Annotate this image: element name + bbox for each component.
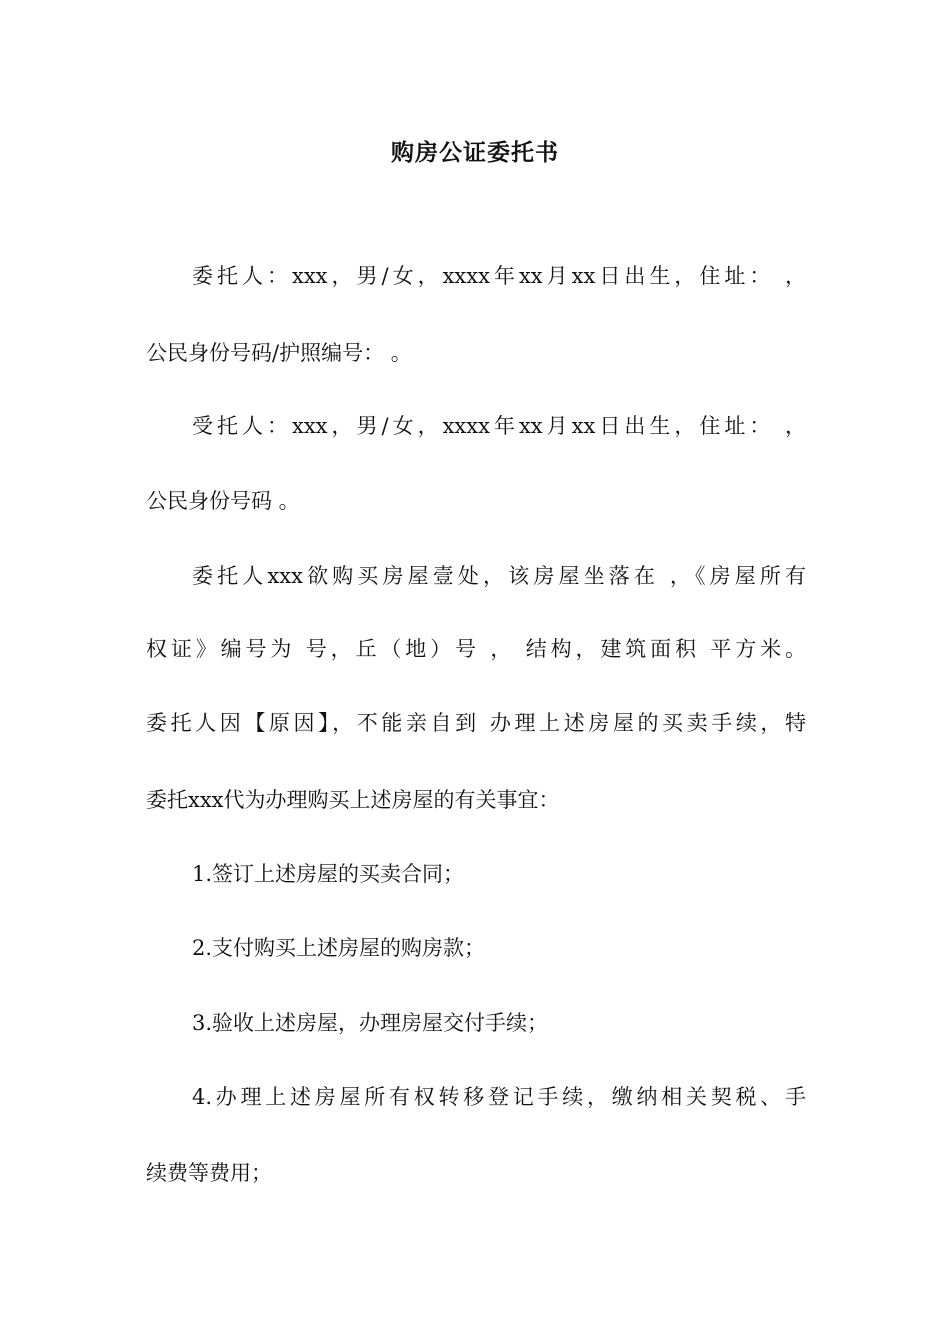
paragraph-property-line-3: 委托人因【原因】，不能亲自到 办理上述房屋的买卖手续，特 [146,711,806,735]
list-item-4-line-2: 续费等费用； [146,1161,272,1185]
paragraph-principal-line-1: 委托人：xxx，男/女，xxxx年xx月xx日出生，住址： ， [192,264,806,288]
paragraph-property-line-4: 委托xxx代为办理购买上述房屋的有关事宜： [146,788,560,812]
paragraph-agent-line-1: 受托人：xxx，男/女，xxxx年xx月xx日出生，住址： ， [192,414,806,438]
list-item-3: 3.验收上述房屋，办理房屋交付手续； [192,1011,549,1035]
paragraph-property-line-2: 权证》编号为 号，丘（地）号 ， 结构，建筑面积 平方米。 [146,637,806,661]
list-item-1: 1.签订上述房屋的买卖合同； [192,862,465,886]
list-item-4-line-1: 4.办理上述房屋所有权转移登记手续，缴纳相关契税、手 [192,1085,806,1109]
paragraph-principal-line-2: 公民身份号码/护照编号： 。 [146,341,412,365]
paragraph-property-line-1: 委托人xxx欲购买房屋壹处，该房屋坐落在 ，《房屋所有 [192,564,806,588]
document-title: 购房公证委托书 [391,140,559,166]
paragraph-agent-line-2: 公民身份号码 。 [146,489,300,513]
list-item-2: 2.支付购买上述房屋的购房款； [192,936,486,960]
